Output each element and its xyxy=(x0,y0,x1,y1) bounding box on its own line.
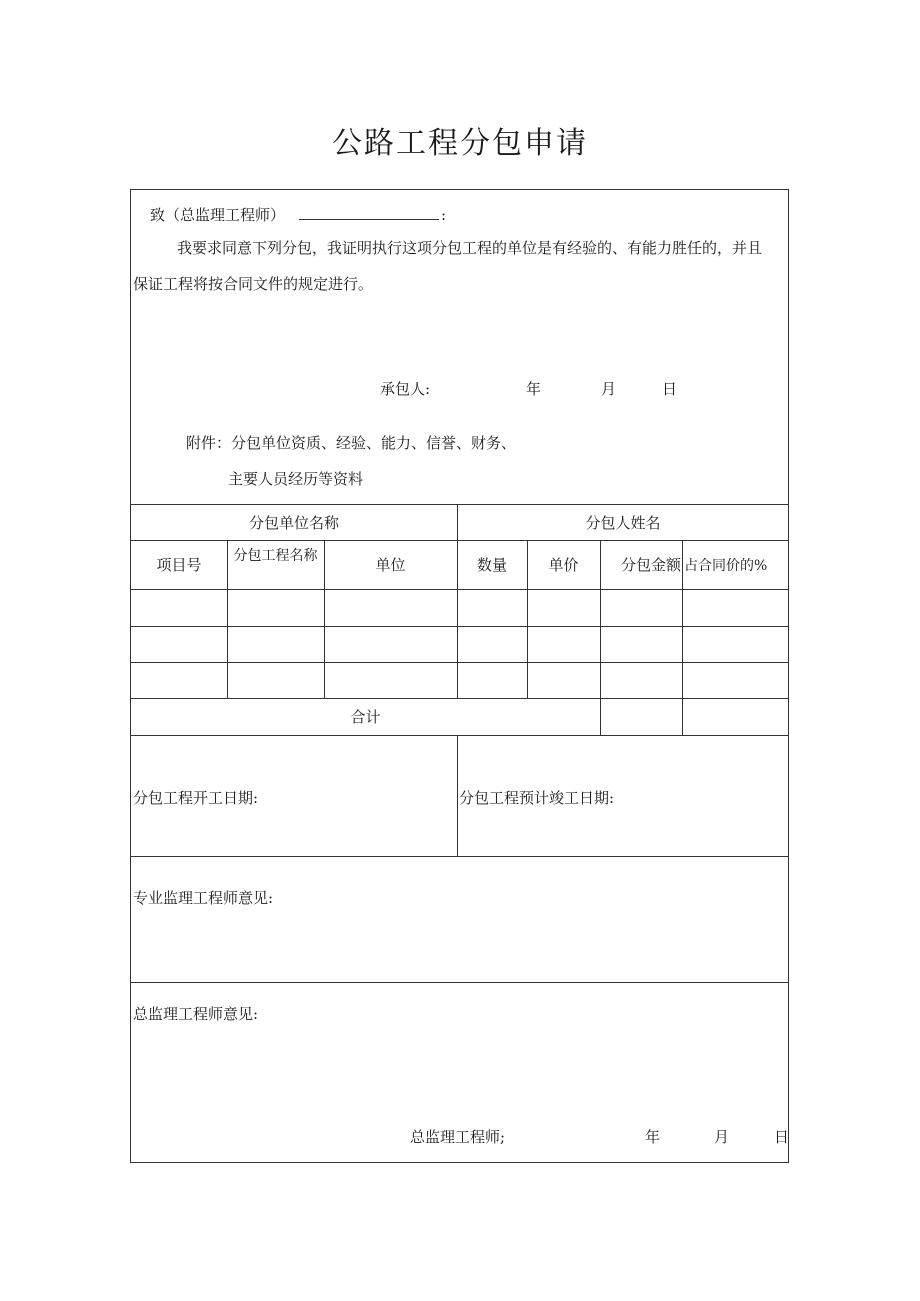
contractor-label: 承包人: xyxy=(380,380,431,398)
divider xyxy=(131,856,789,857)
addressee-colon: : xyxy=(441,206,447,224)
table-row[interactable] xyxy=(131,589,789,626)
subcontractor-person-name-label: 分包人姓名 xyxy=(585,513,661,532)
column-header-unit-price: 单价 xyxy=(548,556,579,574)
total-percent-cell[interactable] xyxy=(682,698,789,735)
total-amount-cell[interactable] xyxy=(600,698,682,735)
addressee-label: 致（总监理工程师） xyxy=(150,206,286,224)
table-row[interactable] xyxy=(131,626,789,662)
end-date-label: 分包工程预计竣工日期: xyxy=(459,789,615,807)
request-statement-cont: 保证工程将按合同文件的规定进行。 xyxy=(133,275,374,293)
request-statement: 我要求同意下列分包，我证明执行这项分包工程的单位是有经验的、有能力胜任的，并且 xyxy=(177,239,763,257)
divider xyxy=(131,982,789,983)
subcontractor-unit-name-label: 分包单位名称 xyxy=(248,513,339,532)
column-header-contract-percent: 占合同价的% xyxy=(684,557,768,574)
total-label: 合计 xyxy=(350,708,381,726)
table-row[interactable] xyxy=(131,662,789,698)
chief-month: 月 xyxy=(714,1128,730,1146)
specialist-opinion-label: 专业监理工程师意见: xyxy=(133,889,274,907)
chief-day: 日 xyxy=(774,1128,790,1146)
addressee-line xyxy=(150,204,446,225)
application-form xyxy=(130,189,789,1163)
attachment-line: 附件：分包单位资质、经验、能力、信誉、财务、 xyxy=(186,434,517,452)
contractor-month: 月 xyxy=(601,380,617,398)
column-header-quantity: 数量 xyxy=(476,556,507,574)
attachment-line-cont: 主要人员经历等资料 xyxy=(228,470,364,488)
chief-year: 年 xyxy=(645,1128,661,1146)
column-header-amount: 分包金额 xyxy=(620,556,681,574)
divider xyxy=(457,735,458,856)
chief-opinion-label: 总监理工程师意见: xyxy=(133,1005,259,1023)
contractor-day: 日 xyxy=(662,380,678,398)
column-header-work-name: 分包工程名称 xyxy=(233,548,318,564)
contractor-year: 年 xyxy=(526,380,542,398)
divider xyxy=(131,735,789,736)
chief-signature-label: 总监理工程师; xyxy=(410,1128,506,1146)
start-date-label: 分包工程开工日期: xyxy=(133,789,259,807)
addressee-blank[interactable] xyxy=(299,205,439,220)
column-header-item-no: 项目号 xyxy=(156,556,202,574)
page-title: 公路工程分包申请 xyxy=(332,126,588,161)
column-header-unit: 单位 xyxy=(375,556,406,574)
